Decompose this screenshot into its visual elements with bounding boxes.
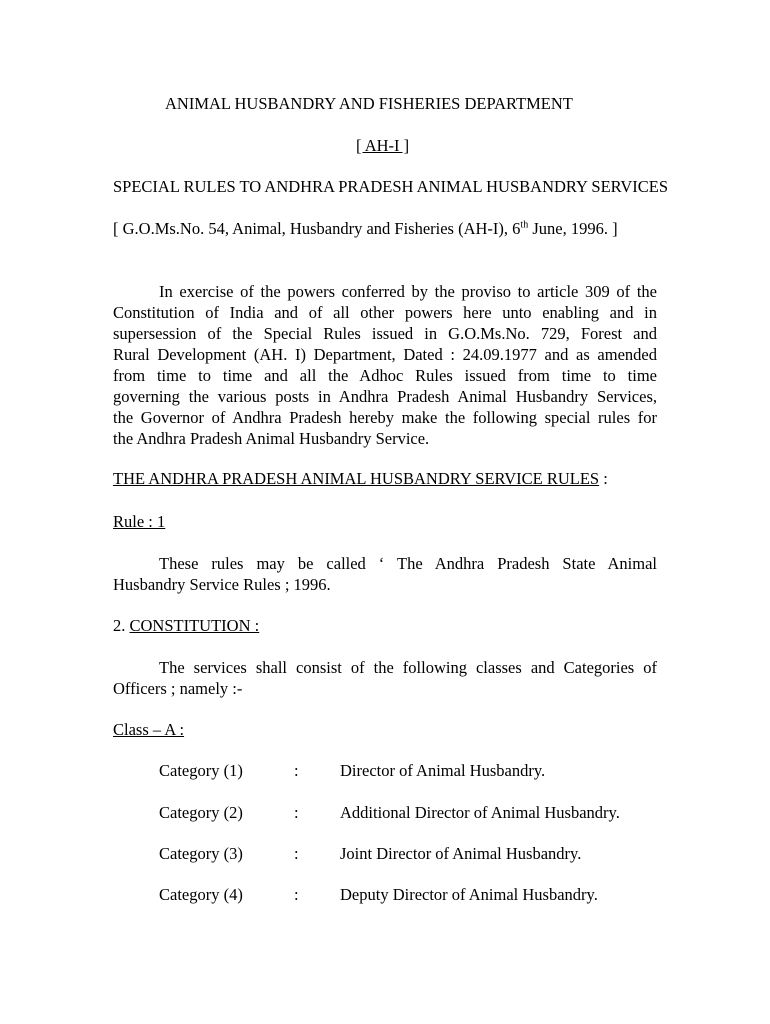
paragraph-line: Officers ; namely :- <box>113 679 243 698</box>
document-title: SPECIAL RULES TO ANDHRA PRADESH ANIMAL HUSBANDRY SERVICES <box>113 177 669 196</box>
category-label: Category (3) <box>159 844 243 863</box>
paragraph-line: Constitution of India and of all other powers here unto enabling and in <box>113 303 657 322</box>
go-reference-prefix: [ G.O.Ms.No. 54, Animal, Husbandry and Fisheries (AH-I), 6 <box>113 219 521 238</box>
rule-1-heading: Rule : 1 <box>113 512 166 531</box>
go-reference-sup: th <box>520 219 529 231</box>
rules-heading-suffix: : <box>599 469 608 488</box>
category-value: Director of Animal Husbandry. <box>340 761 546 780</box>
constitution-number: 2. <box>113 616 130 635</box>
rules-heading-text: THE ANDHRA PRADESH ANIMAL HUSBANDRY SERVICE RULES <box>113 469 600 488</box>
category-separator: : <box>294 761 299 780</box>
paragraph-line: supersession of the Special Rules issued in G.O.Ms.No. 729, Forest and <box>113 324 657 343</box>
paragraph-line: In exercise of the powers conferred by the proviso to article 309 of the <box>159 282 657 301</box>
constitution-paragraph <box>113 657 657 699</box>
paragraph-line: governing the various posts in Andhra Pradesh Animal Husbandry Services, <box>113 387 657 406</box>
category-separator: : <box>294 803 299 822</box>
paragraph-line: The services shall consist of the following classes and Categories of <box>159 658 657 677</box>
category-separator: : <box>294 844 299 863</box>
category-value: Deputy Director of Animal Husbandry. <box>340 885 598 904</box>
category-separator: : <box>294 885 299 904</box>
go-reference <box>113 219 618 239</box>
section-code: [ AH-I ] <box>356 136 410 155</box>
constitution-heading-text: CONSTITUTION : <box>129 616 260 635</box>
intro-paragraph <box>113 281 657 449</box>
category-value: Additional Director of Animal Husbandry. <box>340 803 620 822</box>
class-a-heading: Class – A : <box>113 720 185 739</box>
paragraph-line: the Governor of Andhra Pradesh hereby make the following special rules for <box>113 408 657 427</box>
go-reference-suffix: June, 1996. ] <box>528 219 618 238</box>
paragraph-line: from time to time and all the Adhoc Rules issued from time to time <box>113 366 657 385</box>
paragraph-line: Husbandry Service Rules ; 1996. <box>113 575 331 594</box>
rule-1-paragraph <box>113 553 657 595</box>
paragraph-line: These rules may be called ‘ The Andhra Pradesh State Animal <box>159 554 657 573</box>
department-heading: ANIMAL HUSBANDRY AND FISHERIES DEPARTMENT <box>165 94 573 113</box>
category-label: Category (4) <box>159 885 243 904</box>
paragraph-line: Rural Development (AH. I) Department, Dated : 24.09.1977 and as amended <box>113 345 657 364</box>
paragraph-line: the Andhra Pradesh Animal Husbandry Service. <box>113 429 430 448</box>
category-label: Category (1) <box>159 761 243 780</box>
constitution-heading <box>113 616 259 636</box>
category-value: Joint Director of Animal Husbandry. <box>340 844 582 863</box>
category-label: Category (2) <box>159 803 243 822</box>
rules-heading <box>113 469 608 489</box>
